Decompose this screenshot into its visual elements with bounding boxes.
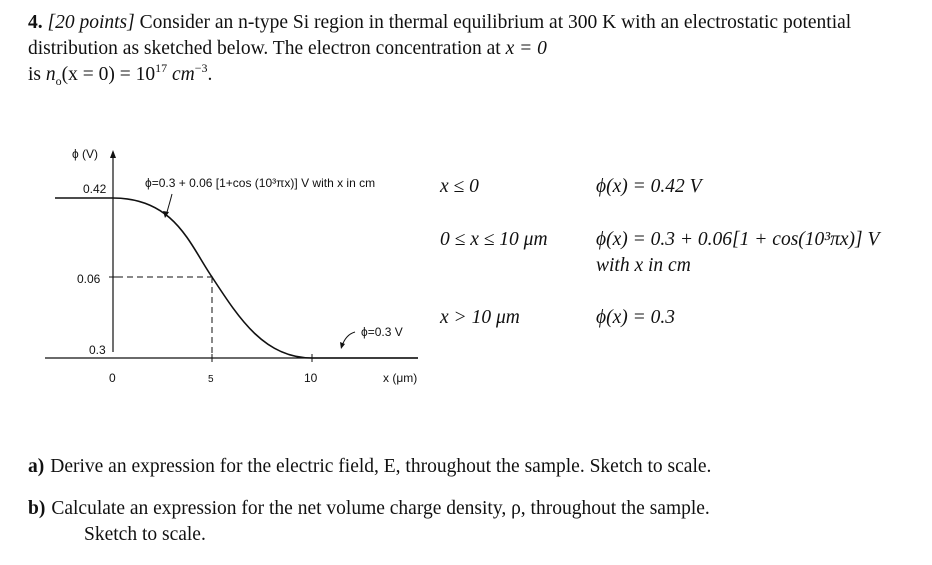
x-tick-label-5: 5 <box>208 374 214 385</box>
unit-exponent: −3 <box>194 61 208 75</box>
y-tick-label-042: 0.42 <box>83 182 107 196</box>
eq-expr-1: ϕ(x) = 0.42 V <box>596 176 702 197</box>
annotation-right: ϕ=0.3 V <box>361 325 403 339</box>
part-a-label: a) <box>28 456 45 477</box>
problem-points: [20 points] <box>47 12 135 33</box>
part-b-text-1: Calculate an expression for the net volume charge density, ρ, throughout the sample. <box>51 498 710 519</box>
y-axis-arrow <box>110 150 116 158</box>
y-tick-label-03: 0.3 <box>89 343 106 357</box>
eq-expr-2: ϕ(x) = 0.3 + 0.06[1 + cos(10³πx)] V <box>596 229 880 250</box>
eq-condition-2: 0 ≤ x ≤ 10 μm <box>440 229 548 250</box>
x-equals-zero: x = 0 <box>505 38 547 59</box>
problem-statement <box>28 10 908 94</box>
eq-expr-3: ϕ(x) = 0.3 <box>596 307 676 328</box>
part-b-label: b) <box>28 498 46 519</box>
y-axis-label: ϕ (V) <box>72 147 99 161</box>
part-a-text: Derive an expression for the electric field, E, throughout the sample. Sketch to scale. <box>50 456 712 477</box>
eq-note-2: with x in cm <box>596 255 691 276</box>
part-a <box>28 454 908 480</box>
potential-figure <box>0 130 440 400</box>
x-tick-label-10: 10 <box>304 371 318 385</box>
part-b <box>28 496 908 548</box>
period: . <box>207 64 213 85</box>
n0-symbol: n <box>45 64 56 85</box>
eq-condition-3: x > 10 μm <box>440 307 520 328</box>
unit: cm <box>167 64 195 85</box>
n0-exponent: 17 <box>155 61 168 75</box>
statement-line-1: Consider an n-type Si region in thermal equilibrium at 300 K with an electrostatic potential distribution as sketched below. The electron concentration at <box>28 12 852 59</box>
x-axis-label: x (μm) <box>383 371 418 385</box>
statement-line-2: is <box>28 64 46 85</box>
y-tick-label-006: 0.06 <box>77 272 101 286</box>
x-tick-label-0: 0 <box>109 371 116 385</box>
annotation-top: ϕ=0.3 + 0.06 [1+cos (10³πx)] V with x in cm <box>145 176 376 190</box>
n0-value: (x = 0) = 10 <box>61 64 156 85</box>
part-b-text-2: Sketch to scale. <box>84 524 206 545</box>
eq-condition-1: x ≤ 0 <box>440 176 479 197</box>
problem-number: 4. <box>28 12 43 33</box>
problem-parts <box>28 454 908 564</box>
n0-subscript: o <box>55 73 62 88</box>
annotation-right-arrowhead <box>340 342 345 349</box>
